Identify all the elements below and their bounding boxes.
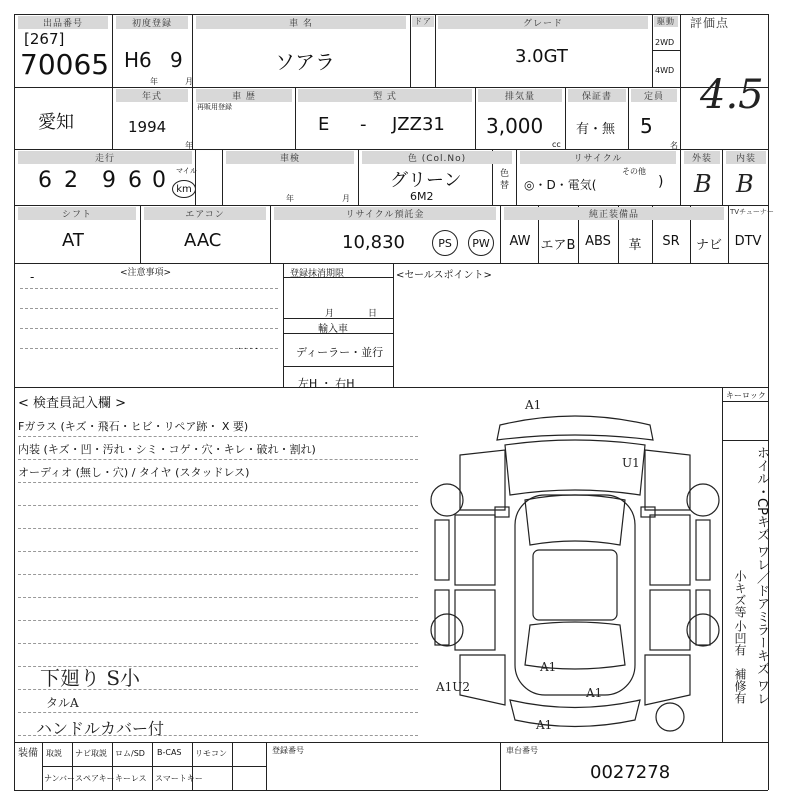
recycle-close: ) <box>658 174 664 190</box>
label-capacity: 定員 <box>631 89 677 102</box>
import-type: ディーラー・並行 <box>296 346 384 359</box>
label-warranty: 保証書 <box>568 89 626 102</box>
cc-unit: cc <box>552 140 561 149</box>
warranty-choice: 有・無 <box>576 122 616 137</box>
label-aircon: エアコン <box>144 207 266 220</box>
model-code: JZZ31 <box>392 114 445 135</box>
month-unit: 月 <box>185 77 193 86</box>
label-drive: 駆動 <box>654 16 678 27</box>
color-change-label: 色替 <box>500 169 510 191</box>
label-score: 評価点 <box>690 16 730 30</box>
inspector-title: < 検査員記入欄 > <box>18 396 127 411</box>
handwritten-steering-cover: ハンドルカバー付 <box>36 719 165 738</box>
legend-small-dent: 小凹有 <box>733 620 747 656</box>
label-history: 車 歴 <box>196 89 292 102</box>
inspection-year-unit: 年 <box>286 194 294 203</box>
aircon-value: AAC <box>184 230 222 251</box>
shift-value: AT <box>62 230 84 251</box>
car-name: ソアラ <box>275 50 335 74</box>
mileage-digit: 0 <box>152 168 166 193</box>
damage-mark-right: U1 <box>622 456 640 470</box>
interior-grade: B <box>736 170 754 198</box>
color: グリーン <box>390 170 462 191</box>
lot-code: [267] <box>24 30 65 48</box>
first-reg-month: 9 <box>170 48 183 72</box>
footer-remote: リモコン <box>195 749 227 758</box>
mileage-unit-mile: マイル <box>176 167 197 175</box>
region: 愛知 <box>38 112 74 133</box>
footer-navi-manual: ナビ取説 <box>75 749 107 758</box>
reg-month: 月 <box>325 309 335 319</box>
footer-chassis-label: 車台番号 <box>506 746 538 755</box>
label-interior: 内装 <box>726 151 766 164</box>
footer-reg-no-label: 登録番号 <box>272 746 304 755</box>
mileage-digit: 6 <box>128 168 142 193</box>
label-color: 色 (Col.No) <box>362 151 512 164</box>
footer-rom-sd: ロム/SD <box>115 749 145 758</box>
footer-bcas: B-CAS <box>157 748 182 757</box>
caution-mark: - <box>30 270 35 284</box>
recycle-fee-value: 10,830 <box>342 232 405 253</box>
equip-abs: ABS <box>585 234 611 249</box>
damage-mark-bumper: A1 <box>586 686 603 700</box>
lot-number: 70065 <box>20 48 110 81</box>
label-inspection: 車検 <box>226 151 354 164</box>
handwritten-underbody: 下廻り S小 <box>40 666 141 690</box>
mileage-digit: 9 <box>102 168 116 193</box>
ps-circle: PS <box>432 230 458 256</box>
recycle-other: その他 <box>622 167 646 176</box>
dots: . . . . <box>238 342 259 352</box>
label-exterior: 外装 <box>684 151 720 164</box>
mileage-digit: 2 <box>64 168 78 193</box>
footer-label: 装備 <box>18 748 38 759</box>
score-value: 4.5 <box>700 72 764 118</box>
model-year: 1994 <box>128 118 167 136</box>
recycle-options: ◎・D・電気( <box>524 178 597 192</box>
chassis-number: 0027278 <box>590 762 671 783</box>
sales-point-title: <セールスポイント> <box>396 270 492 281</box>
equip-airbag: エアB <box>540 238 576 253</box>
label-tv-tuner: TVチューナー <box>730 208 774 216</box>
label-shift: シフト <box>18 207 136 220</box>
legend-damage-types: ホイル・CPキズ ワレ／ドアミラーキズ ワレ <box>754 446 769 706</box>
damage-mark-front: A1 <box>525 398 542 412</box>
mileage-unit-km: km <box>172 180 196 198</box>
equip-aw: AW <box>509 234 531 249</box>
reg-day: 日 <box>368 309 378 319</box>
displacement: 3,000 <box>486 114 544 138</box>
inspector-line-interior: 内装 (キズ・凹・汚れ・シミ・コゲ・穴・キレ・破れ・割れ) <box>18 443 316 456</box>
equip-navi: ナビ <box>695 238 722 253</box>
footer-number-plate: ナンバー <box>44 774 76 783</box>
label-grade: グレード <box>438 16 648 29</box>
label-equipment: 純正装備品 <box>504 207 724 220</box>
pw-circle: PW <box>468 230 494 256</box>
drive-4wd: 4WD <box>655 66 675 75</box>
history-note: 再販用登録 <box>197 103 232 111</box>
grade: 3.0GT <box>515 46 568 67</box>
first-reg-era: H6 <box>124 48 152 72</box>
equip-sunroof: SR <box>662 234 680 249</box>
damage-mark-bottom: A1 <box>536 718 553 732</box>
color-code: 6M2 <box>410 190 434 203</box>
label-lot-no: 出品番号 <box>18 16 108 29</box>
label-mileage: 走行 <box>18 151 192 164</box>
footer-spare-key: スペアキー <box>75 774 115 783</box>
equip-leather: 革 <box>628 238 642 253</box>
inspector-line-glass: Fガラス (キズ・飛石・ヒビ・リペア跡・ X 要) <box>18 420 249 433</box>
legend-small-scratch: 小キズ等 <box>733 570 747 618</box>
capacity-unit: 名 <box>670 141 678 150</box>
reg-deadline-title: 登録抹消期限 <box>290 269 345 279</box>
year-unit: 年 <box>150 77 158 86</box>
footer-manual: 取説 <box>46 749 62 758</box>
label-car-name: 車 名 <box>196 16 406 29</box>
label-first-reg: 初度登録 <box>116 16 188 29</box>
key-lock-label: キーロック <box>726 391 766 400</box>
label-recycle-fee: リサイクル預託金 <box>274 207 496 220</box>
inspection-month-unit: 月 <box>342 194 350 203</box>
footer-keyless: キーレス <box>115 774 147 783</box>
label-model: 型 式 <box>298 89 472 102</box>
handwritten-note: タルA <box>46 696 79 710</box>
exterior-grade: B <box>694 170 712 198</box>
model-prefix: E <box>318 114 330 135</box>
label-year: 年式 <box>116 89 188 102</box>
footer-smart-key: スマートキー <box>155 774 203 783</box>
mileage-digit: 6 <box>38 168 52 193</box>
drive-2wd: 2WD <box>655 38 675 47</box>
equip-dtv: DTV <box>734 234 762 249</box>
caution-title: <注意事項> <box>120 268 172 278</box>
legend-repaired: 補修有 <box>733 668 747 704</box>
inspector-line-audio: オーディオ (無し・穴) / タイヤ (スタッドレス) <box>18 466 250 479</box>
label-displacement: 排気量 <box>478 89 562 102</box>
model-year-unit: 年 <box>185 141 193 150</box>
import-title: 輸入車 <box>318 324 348 335</box>
capacity: 5 <box>640 114 653 138</box>
damage-mark-left-rear: A1U2 <box>436 680 471 694</box>
damage-mark-rear: A1 <box>540 660 557 674</box>
steering: 左H ・ 右H <box>298 377 355 390</box>
label-door: ドア <box>412 16 434 27</box>
label-recycle: リサイクル <box>520 151 676 164</box>
model-dash: - <box>360 114 367 135</box>
